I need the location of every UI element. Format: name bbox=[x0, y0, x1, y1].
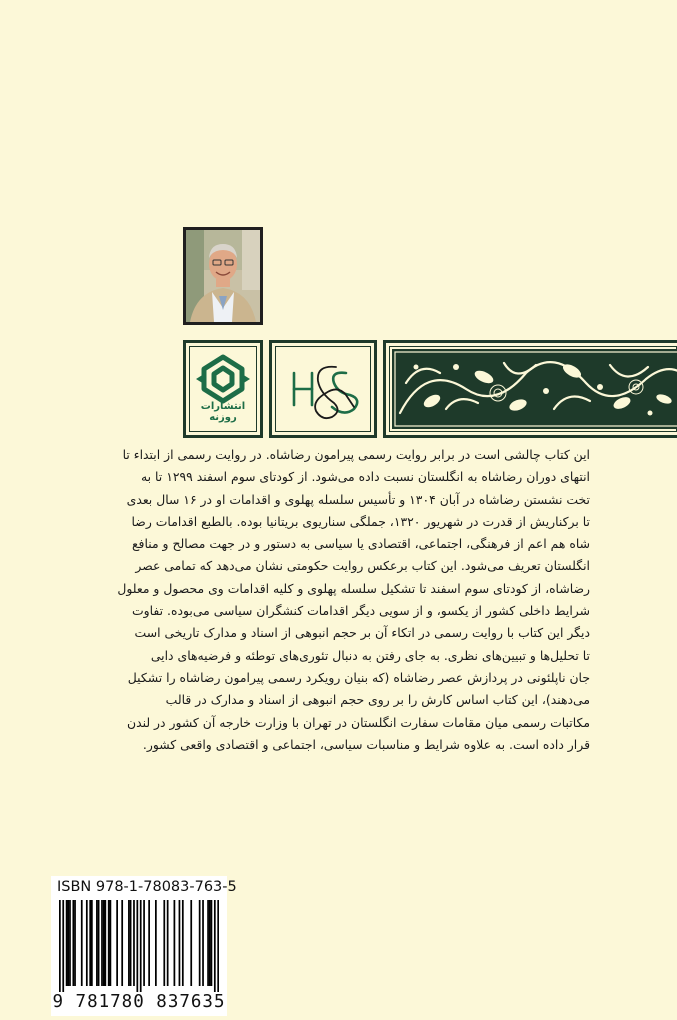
description-line: قرار داده است. به علاوه شرایط و مناسبات سیاسی، اجتماعی و اقتصادی واقعی کشور. bbox=[142, 736, 590, 752]
barcode-bar bbox=[116, 900, 118, 986]
isbn-label: ISBN 978-1-78083-763-5 bbox=[57, 879, 237, 895]
barcode-bar bbox=[163, 900, 165, 986]
description-line: مکاتبات رسمی میان مقامات سفارت انگلستان در تهران با وزارت خارجه آن کشور در لندن bbox=[126, 714, 590, 730]
barcode-bar bbox=[69, 900, 71, 986]
description-line: انگلستان تعریف می‌شود. این کتاب برعکس روایت حکومتی نشان می‌دهد که تمامی عصر bbox=[135, 558, 590, 574]
barcode-bar bbox=[121, 900, 123, 986]
barcode-bar bbox=[89, 900, 91, 986]
author-photo bbox=[183, 227, 263, 325]
description-line: تا تحلیل‌ها و تبیین‌های نظری. به جای رفتن به دنبال تئوری‌های توطئه و فرضیه‌های دایی bbox=[150, 647, 590, 663]
barcode-bar bbox=[202, 900, 204, 986]
barcode-bar bbox=[140, 900, 142, 992]
barcode-bar bbox=[136, 900, 138, 992]
barcode-bar bbox=[86, 900, 88, 986]
barcode-bar bbox=[143, 900, 145, 986]
barcode-bar bbox=[96, 900, 98, 986]
barcode-bar bbox=[211, 900, 213, 986]
publisher-name: انتشارات روزنه bbox=[200, 401, 246, 423]
barcode-bar bbox=[66, 900, 68, 986]
description-line: تا برکناریش از قدرت در شهریور ۱۳۲۰، جملگی سناریوی بریتانیا بوده. بالطبع اقدامات رضا bbox=[131, 513, 590, 529]
barcode-icon bbox=[59, 900, 219, 992]
description-line: شاه هم اعم از فرهنگی، اجتماعی، اقتصادی یا سیاسی به دستور و در جهت مصالح و منافع bbox=[131, 536, 590, 552]
barcode-bar bbox=[199, 900, 201, 986]
barcode-bar bbox=[148, 900, 150, 986]
barcode-bar bbox=[110, 900, 112, 986]
isbn-barcode bbox=[51, 876, 237, 1016]
barcode-bar bbox=[104, 900, 106, 986]
barcode-bar bbox=[182, 900, 184, 986]
description-line: جان ناپلئونی در پردازش عصر رضاشاه (که بنیان رویکرد رسمی پیرامون رضاشاه را تشکیل bbox=[127, 669, 590, 685]
floral-ornament-icon bbox=[386, 343, 677, 435]
barcode-bar bbox=[174, 900, 176, 986]
barcode-bar bbox=[133, 900, 135, 986]
description-line: انتهای دوران رضاشاه به انگلستان نسبت داده می‌شود. از کودتای سوم اسفند ۱۲۹۹ تا به bbox=[141, 469, 590, 485]
description-line: تخت نشستن رضاشاه در آبان ۱۳۰۴ و تأسیس سلسله پهلوی و اقدامات او در ۱۶ سال بعدی bbox=[126, 491, 590, 507]
barcode-bar bbox=[101, 900, 103, 986]
barcode-bar bbox=[98, 900, 100, 986]
barcode-bar bbox=[207, 900, 209, 986]
barcode-bar bbox=[155, 900, 157, 986]
hs-monogram-icon bbox=[272, 343, 374, 435]
imprint-logo bbox=[269, 340, 377, 438]
author-portrait-icon bbox=[186, 230, 260, 322]
barcode-bar bbox=[108, 900, 110, 986]
barcode-bar bbox=[67, 900, 69, 986]
barcode-bar bbox=[190, 900, 192, 986]
ornament-panel bbox=[383, 340, 677, 438]
description-line: این کتاب چالشی است در برابر روایت رسمی پیرامون رضاشاه. در روایت رسمی از ابتداء تا bbox=[122, 447, 590, 462]
description-line: دیگر این کتاب با روایت رسمی در اتکاء آن بر حجم انبوهی از اسناد و مدارک تاریخی است bbox=[134, 625, 590, 641]
barcode-bar bbox=[214, 900, 216, 992]
barcode-bar bbox=[62, 900, 64, 992]
barcode-bar bbox=[72, 900, 74, 986]
isbn-digits: 9 781780 837635 bbox=[52, 992, 226, 1012]
barcode-bar bbox=[128, 900, 130, 986]
barcode-bar bbox=[74, 900, 76, 986]
barcode-bar bbox=[217, 900, 219, 992]
barcode-bar bbox=[130, 900, 132, 986]
barcode-bar bbox=[179, 900, 181, 986]
description-line: رضاشاه، از کودتای سوم اسفند تا تشکیل سلسله پهلوی و کلیه اقدامات وی محصول و معلول bbox=[117, 580, 590, 596]
barcode-bar bbox=[167, 900, 169, 986]
book-description bbox=[117, 444, 590, 756]
barcode-bar bbox=[209, 900, 211, 986]
rowzaneh-logo-icon bbox=[186, 347, 260, 409]
description-line: می‌دهند)، این کتاب اساس کارش را بر روی حجم انبوهی از اسناد و مدارک در قالب bbox=[165, 692, 590, 708]
barcode-bar bbox=[91, 900, 93, 986]
publisher-logo bbox=[183, 340, 263, 438]
barcode-bar bbox=[81, 900, 83, 986]
barcode-bar bbox=[59, 900, 61, 992]
barcode-bar bbox=[103, 900, 105, 986]
description-line: شرایط داخلی کشور از یکسو، و از سویی دیگر اقدامات کنشگران سیاسی می‌بوده. تفاوت bbox=[131, 603, 590, 619]
